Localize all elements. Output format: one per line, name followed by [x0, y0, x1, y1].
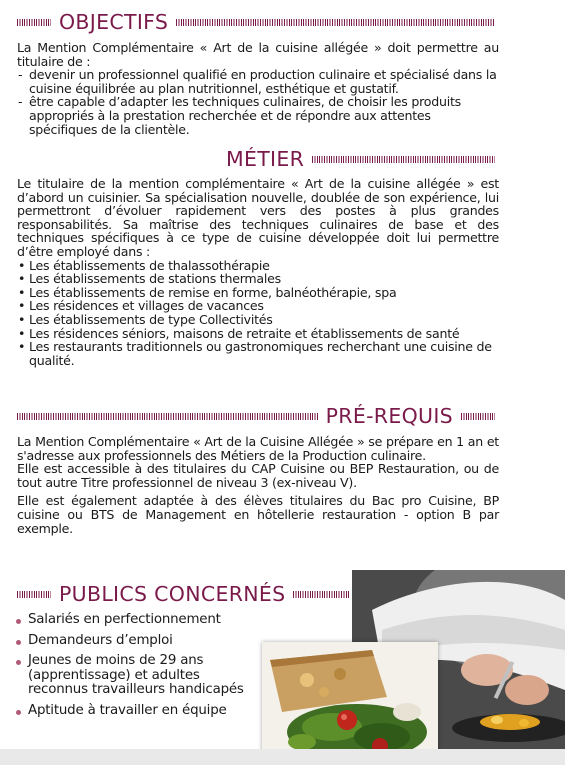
publics-title: PUBLICS CONCERNÉS: [59, 582, 286, 606]
heading-rule-left: [17, 591, 51, 598]
metier-heading: [226, 145, 495, 173]
prerequis-paragraph: Elle est également adaptée à des élèves titulaires du Bac pro Cuisine, BP cuisine ou BTS de Management en hôtellerie restauration - option B par exemple.: [17, 493, 499, 536]
heading-rule-right: [461, 413, 495, 420]
objectifs-intro: La Mention Complémentaire « Art de la cuisine allégée » doit permettre au titulaire de :: [17, 40, 499, 69]
list-item: • Les résidences séniors, maisons de retraite et établissements de santé: [17, 327, 499, 341]
objectifs-text: [17, 41, 499, 136]
list-item: • Les établissements de thalassothérapie: [17, 259, 499, 273]
list-item: - être capable d’adapter les techniques culinaires, de choisir les produits appropriés à la prestation recherchée et de répondre aux attentes spécifiques de la clientèle.: [17, 95, 499, 136]
objectifs-heading: [17, 8, 495, 36]
dish-photo-illustration: [262, 642, 438, 760]
heading-rule-right: [293, 591, 349, 598]
heading-rule-left: [17, 413, 318, 420]
heading-rule-right: [176, 19, 495, 26]
publics-list: [15, 613, 250, 725]
metier-text: [17, 177, 499, 367]
metier-title: MÉTIER: [226, 147, 305, 171]
list-item: Salariés en perfectionnement: [15, 613, 250, 628]
list-item: • Les établissements de remise en forme, balnéothérapie, spa: [17, 286, 499, 300]
dish-photo: [262, 642, 438, 760]
prerequis-paragraph: La Mention Complémentaire « Art de la Cuisine Allégée » se prépare en 1 an et s'adresse aux professionnels des Métiers de la Production culinaire.: [17, 434, 499, 463]
objectifs-list: [17, 68, 499, 136]
list-item: - devenir un professionnel qualifié en production culinaire et spécialisé dans la cuisine équilibrée au plan nutritionnel, esthétique et gustatif.: [17, 68, 499, 95]
metier-list: [17, 259, 499, 368]
list-item: Aptitude à travailler en équipe: [15, 704, 250, 719]
prerequis-heading: [17, 402, 495, 430]
list-item: • Les établissements de type Collectivités: [17, 313, 499, 327]
publics-heading: [17, 580, 349, 608]
list-item: Demandeurs d’emploi: [15, 634, 250, 649]
prerequis-paragraph: Elle est accessible à des titulaires du CAP Cuisine ou BEP Restauration, ou de tout autre Titre professionnel de niveau 3 (ex-niveau V).: [17, 461, 499, 490]
heading-rule-left: [17, 19, 51, 26]
metier-intro: Le titulaire de la mention complémentaire « Art de la cuisine allégée » est d’abord un cuisinier. Sa spécialisation nouvelle, doublée de son expérience, lui permettront d’évoluer rapidement vers des postes à plus grandes responsabilités. Sa maîtrise des techniques culinaires de base et des techniques spécifiques à ce type de cuisine développée doit lui permettre d’être employé dans :: [17, 176, 499, 259]
heading-rule-right: [312, 156, 495, 163]
list-item: • Les établissements de stations thermales: [17, 272, 499, 286]
prerequis-text: [17, 435, 499, 535]
list-item: • Les restaurants traditionnels ou gastronomiques recherchant une cuisine de qualité.: [17, 340, 499, 367]
list-item: Jeunes de moins de 29 ans (apprentissage) et adultes reconnus travailleurs handicapés: [15, 654, 250, 698]
objectifs-title: OBJECTIFS: [59, 10, 169, 34]
prerequis-title: PRÉ-REQUIS: [325, 404, 453, 428]
list-item: • Les résidences et villages de vacances: [17, 299, 499, 313]
page-bottom-band: [0, 749, 565, 765]
